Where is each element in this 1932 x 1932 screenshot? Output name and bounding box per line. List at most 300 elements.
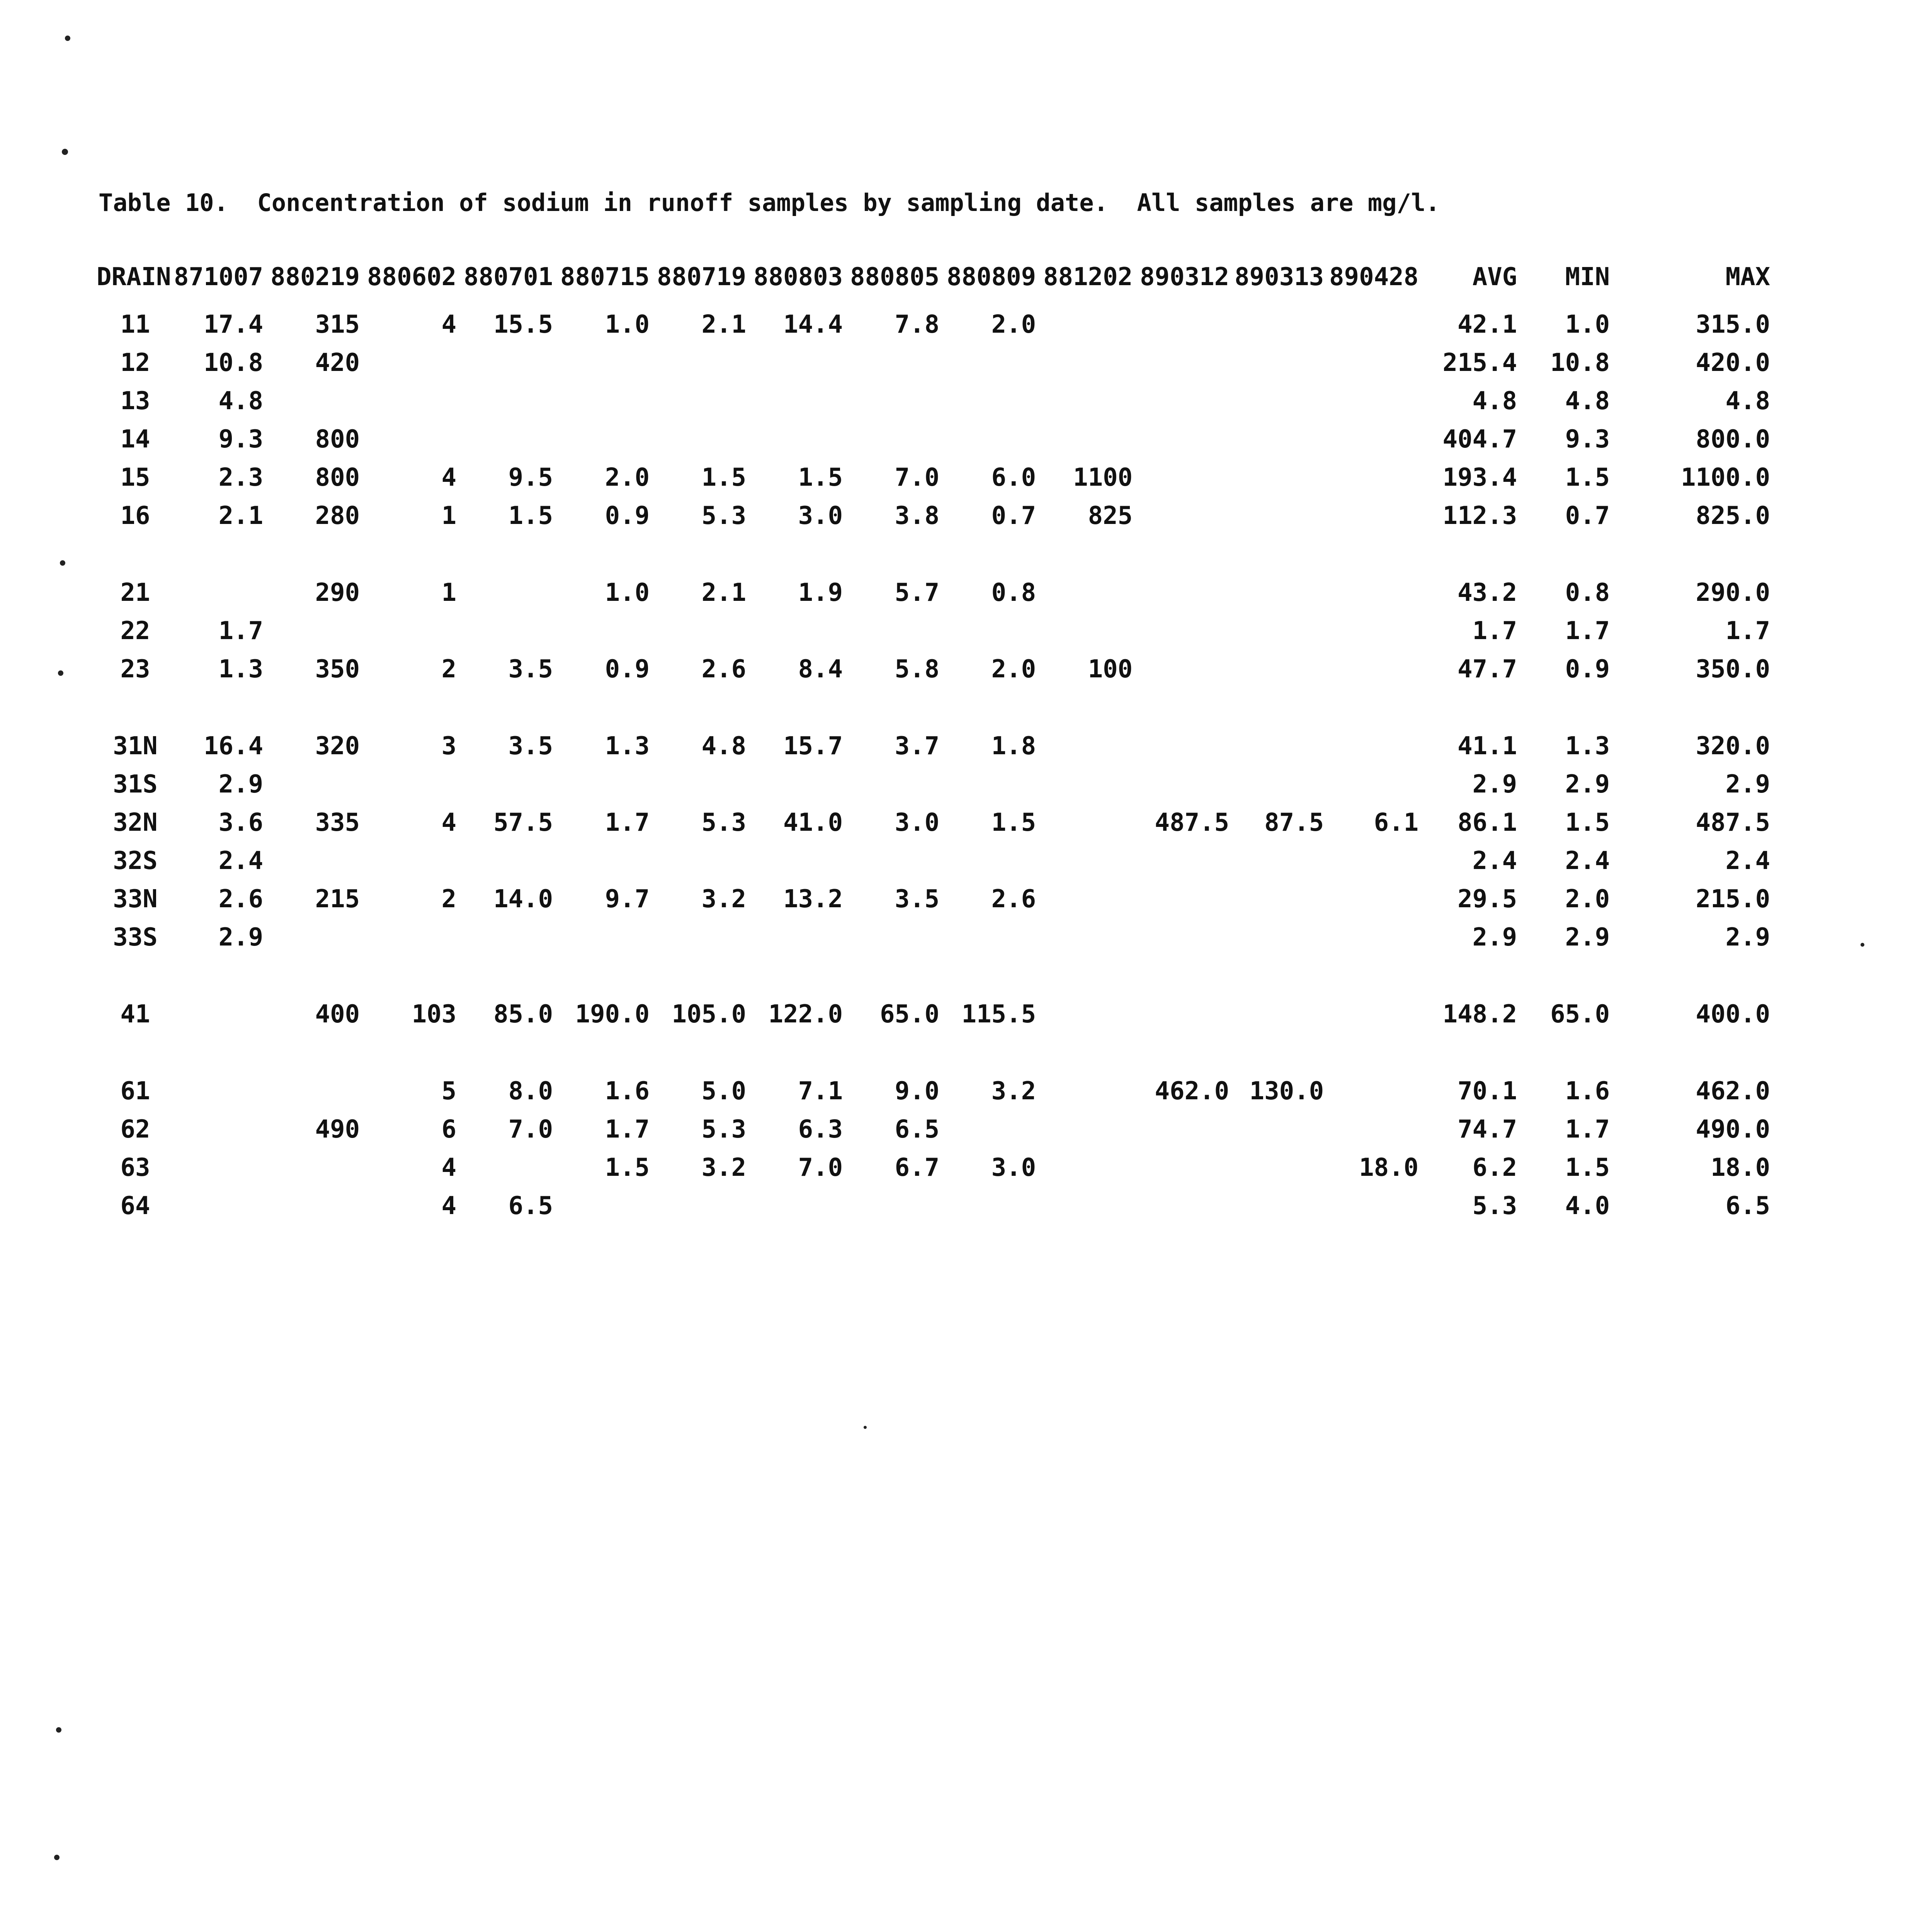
value-cell: 2.3	[218, 463, 264, 492]
column-header: 890428	[1329, 263, 1419, 291]
value-cell	[1229, 880, 1324, 918]
table-row	[97, 1187, 1770, 1225]
value-cell: 400	[315, 1000, 360, 1029]
value-cell	[746, 612, 843, 650]
value-cell: 2.1	[701, 578, 747, 607]
value-cell	[843, 918, 939, 956]
value-cell: 70.1	[1458, 1077, 1517, 1105]
value-cell	[1229, 1110, 1324, 1148]
drain-id-cell: 15	[120, 463, 150, 492]
value-cell	[1324, 1187, 1418, 1225]
drain-id-cell: 16	[120, 501, 150, 530]
scan-speck	[56, 1727, 61, 1733]
value-cell: 4	[441, 463, 457, 492]
value-cell: 215.4	[1442, 348, 1517, 377]
value-cell: 490.0	[1696, 1115, 1770, 1144]
value-cell: 1100.0	[1681, 463, 1770, 492]
value-cell	[174, 1110, 263, 1148]
value-cell: 190.0	[575, 1000, 650, 1029]
value-cell: 16.4	[204, 731, 264, 760]
value-cell: 3.2	[701, 1153, 747, 1182]
value-cell: 9.0	[895, 1077, 940, 1105]
value-cell: 5	[441, 1077, 457, 1105]
value-cell	[1324, 880, 1418, 918]
value-cell	[1229, 1148, 1324, 1187]
value-cell	[1133, 918, 1229, 956]
value-cell	[939, 382, 1036, 420]
value-cell: 1.7	[218, 616, 264, 645]
value-cell	[1324, 612, 1418, 650]
value-cell: 2.9	[1725, 770, 1770, 799]
value-cell	[360, 918, 456, 956]
value-cell: 148.2	[1442, 1000, 1517, 1029]
value-cell: 0.9	[605, 501, 650, 530]
value-cell: 3.7	[895, 731, 940, 760]
value-cell: 3.6	[218, 808, 264, 837]
value-cell	[1036, 1110, 1133, 1148]
table-row	[97, 995, 1770, 1033]
value-cell: 4.8	[1725, 386, 1770, 415]
value-cell: 2.9	[1472, 770, 1517, 799]
value-cell: 6.7	[895, 1153, 940, 1182]
value-cell	[1229, 650, 1324, 688]
value-cell	[456, 918, 553, 956]
table-row	[97, 727, 1770, 765]
value-cell	[1229, 497, 1324, 535]
table-row	[97, 305, 1770, 344]
value-cell	[1036, 765, 1133, 803]
table-body	[97, 305, 1770, 1225]
column-header: 880715	[560, 263, 650, 291]
column-header-max: MAX	[1725, 263, 1770, 291]
column-header: 881202	[1043, 263, 1133, 291]
value-cell	[650, 344, 746, 382]
value-cell: 1.0	[1565, 310, 1610, 339]
drain-id-cell: 33S	[113, 923, 158, 952]
value-cell: 3.0	[895, 808, 940, 837]
scan-speck	[65, 36, 70, 41]
value-cell	[1036, 344, 1133, 382]
value-cell: 1.3	[218, 655, 264, 684]
scan-speck	[62, 149, 68, 155]
value-cell: 65.0	[880, 1000, 940, 1029]
value-cell: 4.8	[701, 731, 747, 760]
value-cell: 18.0	[1359, 1153, 1419, 1182]
value-cell	[1036, 1072, 1133, 1110]
value-cell: 3.8	[895, 501, 940, 530]
value-cell	[1036, 727, 1133, 765]
group-spacer	[97, 688, 1770, 727]
sodium-concentration-table	[97, 263, 1770, 1225]
value-cell: 5.7	[895, 578, 940, 607]
value-cell: 130.0	[1249, 1077, 1324, 1105]
value-cell	[1133, 765, 1229, 803]
value-cell: 1	[441, 501, 457, 530]
value-cell	[746, 765, 843, 803]
column-header: 871007	[174, 263, 264, 291]
value-cell	[1229, 1187, 1324, 1225]
value-cell: 1.3	[1565, 731, 1610, 760]
value-cell: 1.5	[798, 463, 843, 492]
value-cell	[1229, 918, 1324, 956]
value-cell: 2.6	[991, 884, 1036, 913]
value-cell	[1133, 880, 1229, 918]
column-header: 880701	[464, 263, 553, 291]
value-cell	[939, 612, 1036, 650]
table-row	[97, 382, 1770, 420]
value-cell	[1036, 803, 1133, 842]
scan-speck	[1861, 943, 1864, 947]
value-cell: 9.3	[218, 425, 264, 454]
value-cell	[843, 842, 939, 880]
scan-speck	[54, 1855, 60, 1860]
value-cell	[1324, 458, 1418, 497]
value-cell: 1.5	[605, 1153, 650, 1182]
value-cell	[263, 1187, 360, 1225]
value-cell	[1229, 727, 1324, 765]
value-cell	[553, 918, 650, 956]
value-cell	[1133, 1148, 1229, 1187]
value-cell	[1036, 612, 1133, 650]
column-header: 880719	[657, 263, 747, 291]
value-cell: 9.3	[1565, 425, 1610, 454]
value-cell	[360, 344, 456, 382]
value-cell: 2.1	[218, 501, 264, 530]
value-cell	[263, 382, 360, 420]
value-cell: 420.0	[1696, 348, 1770, 377]
value-cell	[746, 420, 843, 458]
drain-id-cell: 14	[120, 425, 150, 454]
drain-id-cell: 33N	[113, 884, 158, 913]
group-spacer	[97, 1033, 1770, 1072]
value-cell: 490	[315, 1115, 360, 1144]
value-cell	[1324, 1110, 1418, 1148]
value-cell	[1229, 612, 1324, 650]
value-cell	[360, 842, 456, 880]
value-cell: 5.0	[701, 1077, 747, 1105]
value-cell	[174, 995, 263, 1033]
value-cell: 6.1	[1374, 808, 1419, 837]
scan-speck	[60, 560, 65, 566]
table-row	[97, 344, 1770, 382]
value-cell: 5.3	[701, 501, 747, 530]
table-row	[97, 458, 1770, 497]
value-cell: 350.0	[1696, 655, 1770, 684]
value-cell: 315	[315, 310, 360, 339]
value-cell	[843, 612, 939, 650]
table-row	[97, 880, 1770, 918]
value-cell	[939, 420, 1036, 458]
value-cell: 10.8	[204, 348, 264, 377]
value-cell	[843, 382, 939, 420]
value-cell: 1.7	[1565, 616, 1610, 645]
drain-id-cell: 22	[120, 616, 150, 645]
value-cell	[939, 765, 1036, 803]
value-cell: 4.8	[1565, 386, 1610, 415]
value-cell: 6.5	[1725, 1191, 1770, 1220]
value-cell	[1324, 995, 1418, 1033]
value-cell: 1.5	[1565, 463, 1610, 492]
value-cell: 2.0	[605, 463, 650, 492]
value-cell: 7.1	[798, 1077, 843, 1105]
value-cell	[1036, 880, 1133, 918]
value-cell: 7.0	[895, 463, 940, 492]
value-cell: 4	[441, 310, 457, 339]
value-cell: 9.7	[605, 884, 650, 913]
value-cell: 100	[1088, 655, 1133, 684]
value-cell: 1.7	[605, 1115, 650, 1144]
value-cell: 3.2	[701, 884, 747, 913]
drain-id-cell: 63	[120, 1153, 150, 1182]
value-cell: 0.8	[1565, 578, 1610, 607]
value-cell: 122.0	[768, 1000, 843, 1029]
value-cell: 2.4	[1472, 846, 1517, 875]
value-cell	[746, 344, 843, 382]
value-cell: 103	[412, 1000, 457, 1029]
value-cell: 320	[315, 731, 360, 760]
table-row	[97, 803, 1770, 842]
value-cell	[1324, 305, 1418, 344]
table-row	[97, 1110, 1770, 1148]
value-cell: 8.4	[798, 655, 843, 684]
value-cell	[1324, 497, 1418, 535]
value-cell: 4.8	[1472, 386, 1517, 415]
value-cell: 115.5	[961, 1000, 1036, 1029]
value-cell: 1.5	[1565, 808, 1610, 837]
value-cell: 8.0	[508, 1077, 553, 1105]
value-cell: 4	[441, 808, 457, 837]
value-cell: 3.2	[991, 1077, 1036, 1105]
value-cell: 1.9	[798, 578, 843, 607]
value-cell	[1133, 420, 1229, 458]
value-cell	[553, 842, 650, 880]
value-cell: 47.7	[1458, 655, 1517, 684]
value-cell: 825	[1088, 501, 1133, 530]
value-cell	[746, 842, 843, 880]
value-cell	[843, 1187, 939, 1225]
value-cell: 7.0	[508, 1115, 553, 1144]
value-cell	[553, 1187, 650, 1225]
value-cell	[1036, 420, 1133, 458]
value-cell	[650, 382, 746, 420]
value-cell	[1036, 842, 1133, 880]
value-cell: 6.0	[991, 463, 1036, 492]
value-cell: 350	[315, 655, 360, 684]
value-cell: 487.5	[1155, 808, 1230, 837]
value-cell: 5.3	[701, 808, 747, 837]
value-cell: 1.5	[701, 463, 747, 492]
drain-id-cell: 41	[120, 1000, 150, 1029]
column-header: 880219	[270, 263, 360, 291]
value-cell: 1.0	[605, 310, 650, 339]
table-row	[97, 497, 1770, 535]
column-header-min: MIN	[1565, 263, 1610, 291]
value-cell: 4.8	[218, 386, 264, 415]
value-cell	[1324, 573, 1418, 612]
value-cell: 215	[315, 884, 360, 913]
value-cell	[650, 420, 746, 458]
value-cell	[650, 1187, 746, 1225]
value-cell	[1133, 650, 1229, 688]
value-cell: 2	[441, 884, 457, 913]
value-cell: 4	[441, 1191, 457, 1220]
value-cell	[1324, 765, 1418, 803]
value-cell: 2.9	[1565, 770, 1610, 799]
value-cell: 1.7	[1472, 616, 1517, 645]
column-header: DRAIN	[97, 263, 171, 291]
value-cell: 487.5	[1696, 808, 1770, 837]
value-cell	[1229, 382, 1324, 420]
value-cell	[360, 612, 456, 650]
value-cell: 17.4	[204, 310, 264, 339]
value-cell: 0.7	[1565, 501, 1610, 530]
value-cell: 3.0	[991, 1153, 1036, 1182]
value-cell: 5.3	[1472, 1191, 1517, 1220]
value-cell: 800	[315, 425, 360, 454]
value-cell: 57.5	[493, 808, 553, 837]
value-cell: 462.0	[1696, 1077, 1770, 1105]
value-cell: 0.9	[605, 655, 650, 684]
value-cell: 41.1	[1458, 731, 1517, 760]
group-spacer	[97, 956, 1770, 995]
value-cell: 290.0	[1696, 578, 1770, 607]
value-cell: 825.0	[1696, 501, 1770, 530]
value-cell: 14.0	[493, 884, 553, 913]
value-cell	[939, 842, 1036, 880]
value-cell	[174, 1148, 263, 1187]
value-cell: 18.0	[1711, 1153, 1770, 1182]
value-cell	[263, 1148, 360, 1187]
value-cell	[1324, 918, 1418, 956]
drain-id-cell: 21	[120, 578, 150, 607]
drain-id-cell: 64	[120, 1191, 150, 1220]
value-cell: 404.7	[1442, 425, 1517, 454]
column-header: 880602	[367, 263, 457, 291]
value-cell	[360, 382, 456, 420]
value-cell: 6.5	[508, 1191, 553, 1220]
column-header-avg: AVG	[1472, 263, 1517, 291]
table-row	[97, 842, 1770, 880]
value-cell: 29.5	[1458, 884, 1517, 913]
value-cell: 462.0	[1155, 1077, 1230, 1105]
value-cell: 85.0	[493, 1000, 553, 1029]
value-cell	[1229, 420, 1324, 458]
value-cell: 1.6	[1565, 1077, 1610, 1105]
value-cell: 290	[315, 578, 360, 607]
value-cell: 2.6	[218, 884, 264, 913]
value-cell: 3.5	[508, 731, 553, 760]
value-cell: 7.0	[798, 1153, 843, 1182]
value-cell	[1229, 305, 1324, 344]
value-cell: 0.9	[1565, 655, 1610, 684]
drain-id-cell: 32N	[113, 808, 158, 837]
table-row	[97, 765, 1770, 803]
value-cell: 3.5	[895, 884, 940, 913]
value-cell	[456, 765, 553, 803]
value-cell: 2.9	[1565, 923, 1610, 952]
value-cell: 6	[441, 1115, 457, 1144]
value-cell	[263, 842, 360, 880]
value-cell: 0.8	[991, 578, 1036, 607]
value-cell	[456, 1148, 553, 1187]
value-cell: 74.7	[1458, 1115, 1517, 1144]
value-cell: 42.1	[1458, 310, 1517, 339]
drain-id-cell: 61	[120, 1077, 150, 1105]
value-cell: 1.7	[1725, 616, 1770, 645]
drain-id-cell: 31N	[113, 731, 158, 760]
scan-speck	[864, 1426, 867, 1429]
value-cell	[456, 842, 553, 880]
value-cell: 5.3	[701, 1115, 747, 1144]
header-row	[97, 263, 1770, 305]
value-cell: 86.1	[1458, 808, 1517, 837]
value-cell	[263, 1072, 360, 1110]
value-cell	[553, 344, 650, 382]
value-cell	[456, 420, 553, 458]
value-cell	[360, 420, 456, 458]
value-cell	[1036, 918, 1133, 956]
value-cell: 6.5	[895, 1115, 940, 1144]
value-cell: 2.9	[218, 770, 264, 799]
value-cell	[1133, 1110, 1229, 1148]
column-header: 880805	[850, 263, 940, 291]
value-cell: 315.0	[1696, 310, 1770, 339]
value-cell	[1133, 458, 1229, 497]
value-cell: 13.2	[783, 884, 843, 913]
value-cell: 1.5	[1565, 1153, 1610, 1182]
value-cell: 2.9	[1725, 923, 1770, 952]
value-cell	[650, 765, 746, 803]
value-cell: 335	[315, 808, 360, 837]
value-cell	[1133, 344, 1229, 382]
value-cell	[174, 573, 263, 612]
value-cell	[939, 344, 1036, 382]
value-cell: 1.7	[605, 808, 650, 837]
value-cell	[174, 1072, 263, 1110]
value-cell	[1133, 995, 1229, 1033]
value-cell	[553, 420, 650, 458]
value-cell: 6.2	[1472, 1153, 1517, 1182]
column-header: 890312	[1140, 263, 1230, 291]
value-cell	[650, 612, 746, 650]
value-cell: 1.7	[1565, 1115, 1610, 1144]
value-cell	[650, 918, 746, 956]
value-cell	[1229, 995, 1324, 1033]
value-cell	[456, 344, 553, 382]
value-cell	[843, 765, 939, 803]
value-cell: 10.8	[1550, 348, 1610, 377]
value-cell: 2.0	[991, 310, 1036, 339]
value-cell: 420	[315, 348, 360, 377]
group-spacer	[97, 535, 1770, 573]
value-cell	[1324, 727, 1418, 765]
value-cell	[456, 573, 553, 612]
value-cell: 2.4	[1725, 846, 1770, 875]
drain-id-cell: 62	[120, 1115, 150, 1144]
value-cell	[263, 612, 360, 650]
value-cell: 14.4	[783, 310, 843, 339]
drain-id-cell: 11	[120, 310, 150, 339]
drain-id-cell: 23	[120, 655, 150, 684]
value-cell: 2.1	[701, 310, 747, 339]
value-cell: 3	[441, 731, 457, 760]
value-cell: 87.5	[1264, 808, 1324, 837]
table-caption: Table 10. Concentration of sodium in runoff samples by sampling date. All samples are mg/l.	[99, 189, 1440, 217]
value-cell	[360, 765, 456, 803]
value-cell	[1036, 573, 1133, 612]
value-cell	[1324, 344, 1418, 382]
value-cell	[1324, 1072, 1418, 1110]
